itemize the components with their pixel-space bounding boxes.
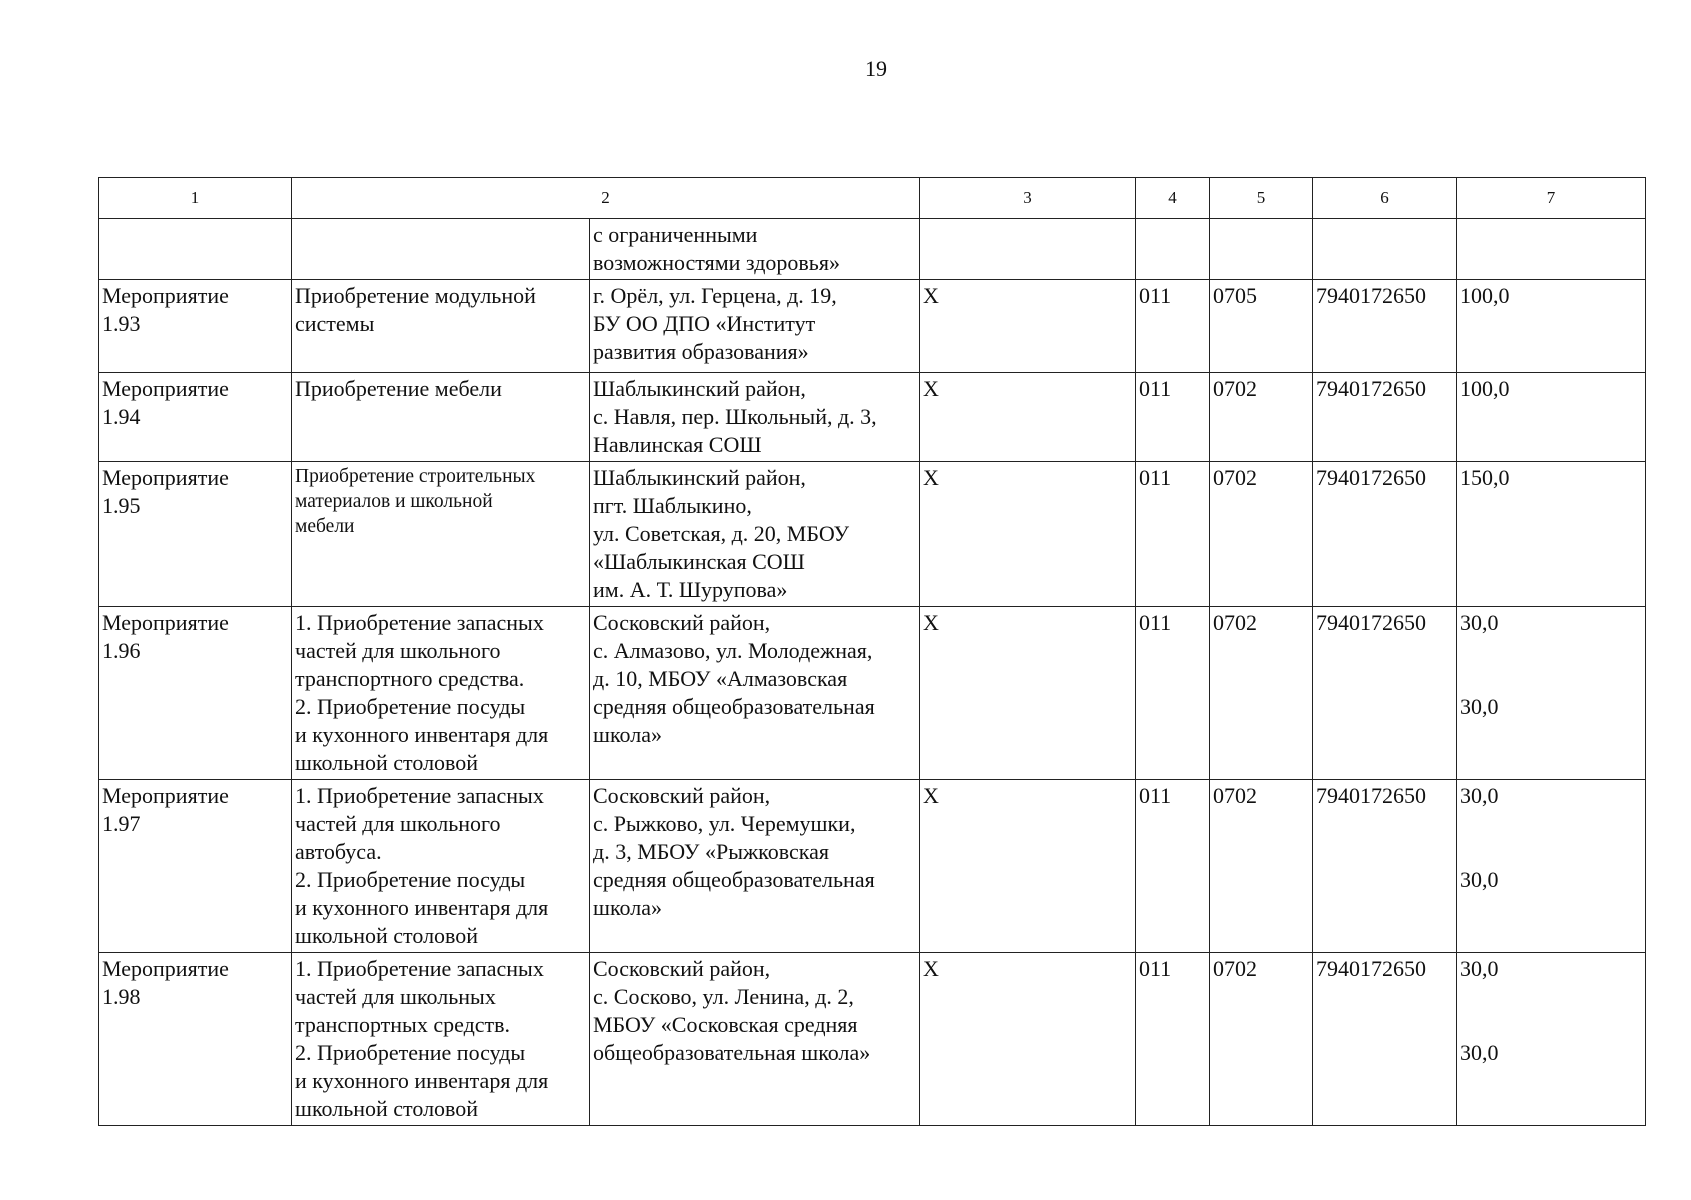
address-line: с. Навля, пер. Школьный, д. 3, xyxy=(593,404,877,429)
target-article-cell: 7940172650 xyxy=(1313,462,1457,607)
address-line: МБОУ «Сосковская средняя xyxy=(593,1012,858,1037)
section-cell: 0702 xyxy=(1210,953,1313,1126)
page-number: 19 xyxy=(865,56,887,81)
table-row xyxy=(99,462,1646,607)
measure-number: 1.94 xyxy=(102,404,141,429)
target-article-cell: 7940172650 xyxy=(1313,607,1457,780)
address-line: с ограниченными xyxy=(593,222,758,247)
address-line: Шаблыкинский район, xyxy=(593,376,806,401)
table-row xyxy=(99,607,1646,780)
address-line: школа» xyxy=(593,895,662,920)
col3-cell: Х xyxy=(920,280,1136,373)
section-cell xyxy=(1210,219,1313,280)
description-line: Приобретение строительных xyxy=(295,466,536,487)
measure-number: 1.96 xyxy=(102,638,141,663)
measure-label: Мероприятие xyxy=(102,376,229,401)
code-cell: 011 xyxy=(1136,953,1210,1126)
target-article-cell xyxy=(1313,219,1457,280)
description-cell xyxy=(292,280,590,373)
col3-cell xyxy=(920,219,1136,280)
description-line: материалов и школьной xyxy=(295,491,493,512)
col3-cell: Х xyxy=(920,953,1136,1126)
description-line: Приобретение мебели xyxy=(295,376,502,401)
address-cell xyxy=(590,373,920,462)
address-line: средняя общеобразовательная xyxy=(593,867,875,892)
measure-cell xyxy=(99,953,292,1126)
amount-value: 30,0 xyxy=(1460,1040,1499,1065)
description-line: транспортного средства. xyxy=(295,666,525,691)
table-row xyxy=(99,219,1646,280)
amount-value: 30,0 xyxy=(1460,867,1499,892)
target-article-cell: 7940172650 xyxy=(1313,373,1457,462)
address-cell xyxy=(590,219,920,280)
measure-number: 1.93 xyxy=(102,311,141,336)
section-cell: 0702 xyxy=(1210,373,1313,462)
table-row xyxy=(99,780,1646,953)
description-line: и кухонного инвентаря для xyxy=(295,722,549,747)
measure-cell xyxy=(99,219,292,280)
description-line: мебели xyxy=(295,516,355,537)
target-article-cell: 7940172650 xyxy=(1313,280,1457,373)
measure-cell xyxy=(99,462,292,607)
address-cell xyxy=(590,462,920,607)
description-cell xyxy=(292,373,590,462)
amount-cell xyxy=(1457,953,1646,1126)
code-cell xyxy=(1136,219,1210,280)
address-line: с. Алмазово, ул. Молодежная, xyxy=(593,638,873,663)
address-line: д. 10, МБОУ «Алмазовская xyxy=(593,666,848,691)
col3-cell: Х xyxy=(920,780,1136,953)
description-line: школьной столовой xyxy=(295,923,479,948)
address-line: возможностями здоровья» xyxy=(593,250,840,275)
code-cell: 011 xyxy=(1136,462,1210,607)
code-cell: 011 xyxy=(1136,280,1210,373)
description-line: и кухонного инвентаря для xyxy=(295,895,549,920)
measure-label: Мероприятие xyxy=(102,610,229,635)
section-cell: 0702 xyxy=(1210,780,1313,953)
table-row xyxy=(99,953,1646,1126)
table-row xyxy=(99,280,1646,373)
description-line: транспортных средств. xyxy=(295,1012,511,1037)
amount-value: 100,0 xyxy=(1460,283,1510,308)
description-line: 2. Приобретение посуды xyxy=(295,1040,526,1065)
amount-value: 30,0 xyxy=(1460,694,1499,719)
address-line: ул. Советская, д. 20, МБОУ xyxy=(593,521,850,546)
amount-value: 100,0 xyxy=(1460,376,1510,401)
address-line: Сосковский район, xyxy=(593,783,771,808)
amount-value: 30,0 xyxy=(1460,783,1499,808)
section-cell: 0702 xyxy=(1210,462,1313,607)
amount-cell xyxy=(1457,373,1646,462)
amount-cell xyxy=(1457,607,1646,780)
header-cell-5: 5 xyxy=(1210,178,1313,219)
header-row xyxy=(99,178,1646,219)
header-cell-7: 7 xyxy=(1457,178,1646,219)
measure-label: Мероприятие xyxy=(102,956,229,981)
description-line: школьной столовой xyxy=(295,750,479,775)
measure-number: 1.97 xyxy=(102,811,141,836)
description-cell xyxy=(292,780,590,953)
address-line: с. Сосково, ул. Ленина, д. 2, xyxy=(593,984,854,1009)
col3-cell: Х xyxy=(920,462,1136,607)
header-cell-4: 4 xyxy=(1136,178,1210,219)
amount-value: 150,0 xyxy=(1460,465,1510,490)
description-cell xyxy=(292,219,590,280)
section-cell: 0702 xyxy=(1210,607,1313,780)
measure-cell xyxy=(99,280,292,373)
description-line: и кухонного инвентаря для xyxy=(295,1068,549,1093)
address-cell xyxy=(590,280,920,373)
address-cell xyxy=(590,607,920,780)
measure-number: 1.98 xyxy=(102,984,141,1009)
section-cell: 0705 xyxy=(1210,280,1313,373)
measure-label: Мероприятие xyxy=(102,465,229,490)
description-line: частей для школьного xyxy=(295,638,501,663)
code-cell: 011 xyxy=(1136,607,1210,780)
address-line: БУ ОО ДПО «Институт xyxy=(593,311,816,336)
address-line: Навлинская СОШ xyxy=(593,432,762,457)
description-line: Приобретение модульной xyxy=(295,283,536,308)
address-cell xyxy=(590,953,920,1126)
header-cell-1: 1 xyxy=(99,178,292,219)
description-line: автобуса. xyxy=(295,839,382,864)
col3-cell: Х xyxy=(920,607,1136,780)
address-line: «Шаблыкинская СОШ xyxy=(593,549,805,574)
measure-cell xyxy=(99,607,292,780)
address-line: г. Орёл, ул. Герцена, д. 19, xyxy=(593,283,837,308)
address-line: развития образования» xyxy=(593,339,809,364)
code-cell: 011 xyxy=(1136,780,1210,953)
table-row xyxy=(99,373,1646,462)
address-line: с. Рыжково, ул. Черемушки, xyxy=(593,811,856,836)
header-cell-6: 6 xyxy=(1313,178,1457,219)
header-cell-3: 3 xyxy=(920,178,1136,219)
description-line: 1. Приобретение запасных xyxy=(295,610,544,635)
description-cell xyxy=(292,953,590,1126)
amount-value: 30,0 xyxy=(1460,610,1499,635)
address-line: д. 3, МБОУ «Рыжковская xyxy=(593,839,830,864)
measure-number: 1.95 xyxy=(102,493,141,518)
target-article-cell: 7940172650 xyxy=(1313,953,1457,1126)
col3-cell: Х xyxy=(920,373,1136,462)
amount-cell xyxy=(1457,462,1646,607)
description-line: школьной столовой xyxy=(295,1096,479,1121)
measure-label: Мероприятие xyxy=(102,783,229,808)
address-cell xyxy=(590,780,920,953)
amount-cell xyxy=(1457,280,1646,373)
amount-cell xyxy=(1457,219,1646,280)
description-line: 2. Приобретение посуды xyxy=(295,867,526,892)
amount-cell xyxy=(1457,780,1646,953)
measure-cell xyxy=(99,780,292,953)
description-cell xyxy=(292,607,590,780)
description-line: 2. Приобретение посуды xyxy=(295,694,526,719)
amount-value: 30,0 xyxy=(1460,956,1499,981)
description-line: частей для школьного xyxy=(295,811,501,836)
measure-cell xyxy=(99,373,292,462)
address-line: средняя общеобразовательная xyxy=(593,694,875,719)
address-line: Сосковский район, xyxy=(593,956,771,981)
address-line: школа» xyxy=(593,722,662,747)
header-cell-2: 2 xyxy=(292,178,920,219)
description-cell xyxy=(292,462,590,607)
address-line: общеобразовательная школа» xyxy=(593,1040,871,1065)
budget-table xyxy=(98,177,1646,1126)
address-line: пгт. Шаблыкино, xyxy=(593,493,752,518)
code-cell: 011 xyxy=(1136,373,1210,462)
address-line: им. А. Т. Шурупова» xyxy=(593,577,788,602)
table-body xyxy=(99,219,1646,1126)
address-line: Шаблыкинский район, xyxy=(593,465,806,490)
target-article-cell: 7940172650 xyxy=(1313,780,1457,953)
description-line: 1. Приобретение запасных xyxy=(295,783,544,808)
description-line: 1. Приобретение запасных xyxy=(295,956,544,981)
address-line: Сосковский район, xyxy=(593,610,771,635)
measure-label: Мероприятие xyxy=(102,283,229,308)
description-line: системы xyxy=(295,311,375,336)
description-line: частей для школьных xyxy=(295,984,496,1009)
